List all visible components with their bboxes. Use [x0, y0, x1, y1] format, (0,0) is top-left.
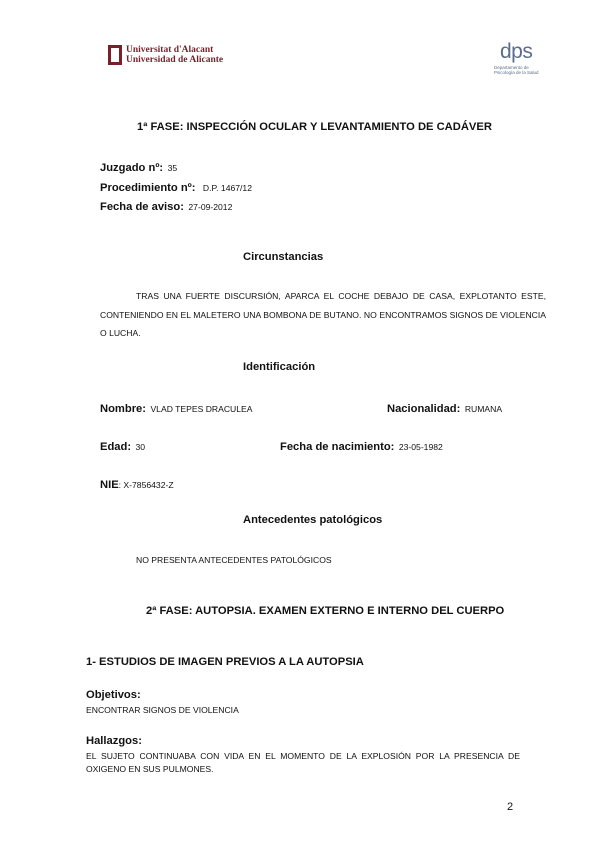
fecha-aviso-value: 27-09-2012: [188, 202, 233, 212]
fecha-aviso-row: [100, 197, 232, 215]
nie-label: NIE: [100, 479, 119, 491]
dps-logo: [494, 40, 542, 76]
circunstancias-title: Circunstancias: [243, 251, 324, 263]
section1-title: 1- ESTUDIOS DE IMAGEN PREVIOS A LA AUTOPSIA: [86, 656, 364, 668]
nacionalidad-label: Nacionalidad:: [387, 403, 461, 415]
identificacion-title: Identificación: [243, 361, 316, 373]
university-name-valencian: Universitat d'Alacant: [126, 45, 214, 55]
procedimiento-row: [100, 178, 252, 196]
procedimiento-value: D.P. 1467/12: [202, 183, 252, 193]
fecha-nacimiento-value: 23-05-1982: [398, 442, 443, 452]
edad-row: [100, 437, 145, 455]
fase1-title: 1ª FASE: INSPECCIÓN OCULAR Y LEVANTAMIENTO DE CADÁVER: [137, 121, 492, 133]
nombre-row: [100, 399, 253, 417]
fecha-nacimiento-label: Fecha de nacimiento:: [280, 441, 395, 453]
nacionalidad-value: RUMANA: [464, 404, 503, 414]
nombre-value: VLAD TEPES DRACULEA: [150, 404, 253, 414]
fase2-title: 2ª FASE: AUTOPSIA. EXAMEN EXTERNO E INTERNO DEL CUERPO: [146, 605, 505, 617]
university-logo: [108, 43, 224, 69]
juzgado-value: 35: [167, 163, 178, 173]
dps-sub-line1: Departamento de: [494, 65, 529, 70]
nacionalidad-row: [387, 399, 502, 417]
fecha-nacimiento-row: [280, 437, 443, 455]
dps-sub-line2: Psicología de la Salud: [494, 70, 539, 75]
edad-label: Edad:: [100, 441, 132, 453]
juzgado-row: [100, 158, 177, 176]
nie-row: [100, 475, 174, 493]
objetivos-text: ENCONTRAR SIGNOS DE VIOLENCIA: [86, 705, 239, 715]
university-name-spanish: Universidad de Alicante: [126, 55, 224, 65]
edad-value: 30: [135, 442, 146, 452]
objetivos-label: Objetivos:: [86, 689, 141, 701]
dps-logo-subtitle: [494, 65, 539, 75]
hallazgos-text: EL SUJETO CONTINUABA CON VIDA EN EL MOMENTO DE LA EXPLOSIÓN POR LA PRESENCIA DE OXIGENO EN SUS PULMONES.: [86, 751, 520, 774]
antecedentes-text: NO PRESENTA ANTECEDENTES PATOLÓGICOS: [136, 555, 332, 565]
nombre-label: Nombre:: [100, 403, 146, 415]
hallazgos-label: Hallazgos:: [86, 735, 142, 747]
fecha-aviso-label: Fecha de aviso:: [100, 201, 184, 213]
juzgado-label: Juzgado nº:: [100, 162, 164, 174]
procedimiento-label: Procedimiento nº:: [100, 182, 196, 194]
antecedentes-title: Antecedentes patológicos: [243, 514, 383, 526]
circunstancias-text: TRAS UNA FUERTE DISCURSIÓN, APARCA EL COCHE DEBAJO DE CASA, EXPLOTANTO ESTE, CONTENIENDO EN EL MALETERO UNA BOMBONA DE BUTANO. NO ENCONTRAMOS SIGNOS DE VIOLENCIA O LUCHA.: [100, 291, 546, 338]
nie-value: : X-7856432-Z: [118, 480, 174, 490]
university-emblem-icon: [108, 45, 122, 65]
page-number: 2: [507, 801, 514, 813]
dps-logo-text: dps: [500, 40, 533, 63]
